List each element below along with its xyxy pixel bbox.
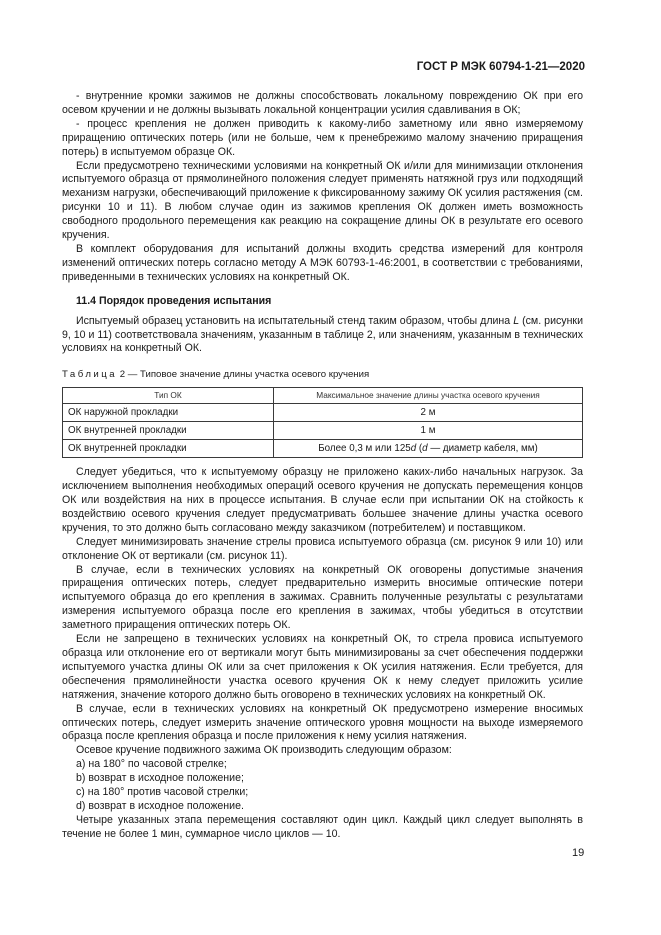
paragraph: В случае, если в технических условиях на конкретный ОК предусмотрено измерение вносимых оптических потерь, следует измерить значение оптического уровня мощности на выходе измеряемого образца после крепления образца и после приложения к нему усилия натяжения. [62, 702, 583, 743]
table-caption-label: Таблица [62, 369, 118, 381]
section-title: 11.4 Порядок проведения испытания [76, 294, 272, 307]
paragraph: Если предусмотрено техническими условиями на конкретный ОК и/или для минимизации отклонения испытуемого образца от прямолинейного положения следует применять натяжной груз или подходящий механизм нагрузки, обеспечивающий приложение к фиксированному зажиму ОК усилия растяжения (см. рисунки 10 и 11). В любом случае один из зажимов крепления ОК должен иметь возможность свободного продольного перемещения как реакцию на сокращение длины ОК в результате его осевого кручения. [62, 159, 583, 242]
paragraph: - процесс крепления не должен приводить к какому-либо заметному или явно измеряемому приращению оптических потерь (или не больше, чем к пренебрежимо малому значению приращения потерь) в испытуемом образце ОК. [62, 117, 583, 158]
table-row [63, 422, 583, 440]
table-cell-type: ОК наружной прокладки [63, 404, 274, 422]
table-caption-text: 2 — Типовое значение длины участка осевого кручения [117, 369, 370, 381]
table-cell-value [274, 440, 583, 458]
table-cell-value: 1 м [274, 422, 583, 440]
text-run: Испытуемый образец установить на испытательный стенд таким образом, чтобы длина [76, 314, 514, 327]
paragraph: Следует убедиться, что к испытуемому образцу не приложено каких-либо начальных нагрузок. За исключением выполнения необходимых операций осевого кручения не допускать перемещения концов ОК или воздействия на них в процессе испытания. В случае если при испытании ОК на стойкость к воздействию осевого кручения следует предусматривать большее значение длины участка осевого кручения, то это должно быть согласовано между заказчиком (потребителем) и поставщиком. [62, 466, 583, 534]
variable-L: L [513, 314, 520, 327]
text-run: — диаметр кабеля, мм) [427, 442, 538, 454]
text-run: Более 0,3 м или 125 [318, 442, 411, 454]
table-cell-type: ОК внутренней прокладки [63, 440, 274, 458]
variable-d: d [410, 442, 417, 454]
document-header: ГОСТ Р МЭК 60794-1-21—2020 [416, 61, 585, 73]
text-run: (см. рисунки 9, 10 и 11) соответствовала значениям, указанным в таблице 2, или значениям, указанным в технических условиях на конкретный ОК. [62, 314, 583, 355]
table-cell-value: 2 м [274, 404, 583, 422]
paragraph: Если не запрещено в технических условиях на конкретный ОК, то стрела провиса испытуемого образца или отклонение его от вертикали могут быть минимизированы за счет обеспечения поддержки испытуемого участка длины ОК или за счет приложения к ОК усилия натяжения. Если требуется, для обеспечения прямолинейности участка осевого кручения ОК к нему следует приложить усилие натяжения, значение которого должно быть оговорено в технических условиях на конкретный ОК. [62, 633, 583, 701]
page-number: 19 [572, 847, 585, 859]
document-body [62, 90, 583, 842]
twist-length-table [62, 387, 583, 458]
table-row [63, 404, 583, 422]
table-header-row [63, 388, 583, 404]
paragraph: Следует минимизировать значение стрелы провиса испытуемого образца (см. рисунок 9 или 10) или отклонение ОК от вертикали (см. рисунок 11). [62, 535, 583, 562]
list-item: b) возврат в исходное положение; [76, 772, 244, 785]
list-item: d) возврат в исходное положение. [76, 799, 244, 812]
table-caption [62, 368, 583, 382]
list-item: c) на 180° против часовой стрелки; [76, 786, 249, 799]
paragraph: Четыре указанных этапа перемещения составляют один цикл. Каждый цикл следует выполнять в течение не более 1 мин, суммарное число циклов — 10. [62, 813, 583, 840]
variable-d: d [422, 442, 428, 454]
paragraph: Осевое кручение подвижного зажима ОК производить следующим образом: [76, 744, 452, 757]
list-item: a) на 180° по часовой стрелке; [76, 758, 227, 771]
paragraph: - внутренние кромки зажимов не должны способствовать локальному повреждению ОК при его осевом кручении и не должны вызывать локальной концентрации усилия сдавливания в ОК; [62, 90, 583, 116]
table-header-cell: Тип ОК [63, 388, 274, 404]
section-lead-paragraph [62, 315, 583, 357]
table-cell-type: ОК внутренней прокладки [63, 422, 274, 440]
text-run: ( [416, 442, 423, 454]
paragraph: В случае, если в технических условиях на конкретный ОК оговорены допустимые значения приращения оптических потерь, следует предварительно измерить вносимые оптические потери испытуемого образца до его крепления в зажимах. Сравнить полученные результаты с результатами измерения испытуемого образца после его крепления в зажимах, чтобы убедиться в отсутствии заметного приращения оптических потерь ОК. [62, 563, 583, 632]
table-row [63, 440, 583, 458]
paragraph: В комплект оборудования для испытаний должны входить средства измерений для контроля изменений оптических потерь согласно методу А МЭК 60793-1-46:2001, в соответствии с требованиями, приведенными в технических условиях на конкретный ОК. [62, 242, 583, 283]
table-header-cell: Максимальное значение длины участка осевого кручения [274, 388, 583, 404]
